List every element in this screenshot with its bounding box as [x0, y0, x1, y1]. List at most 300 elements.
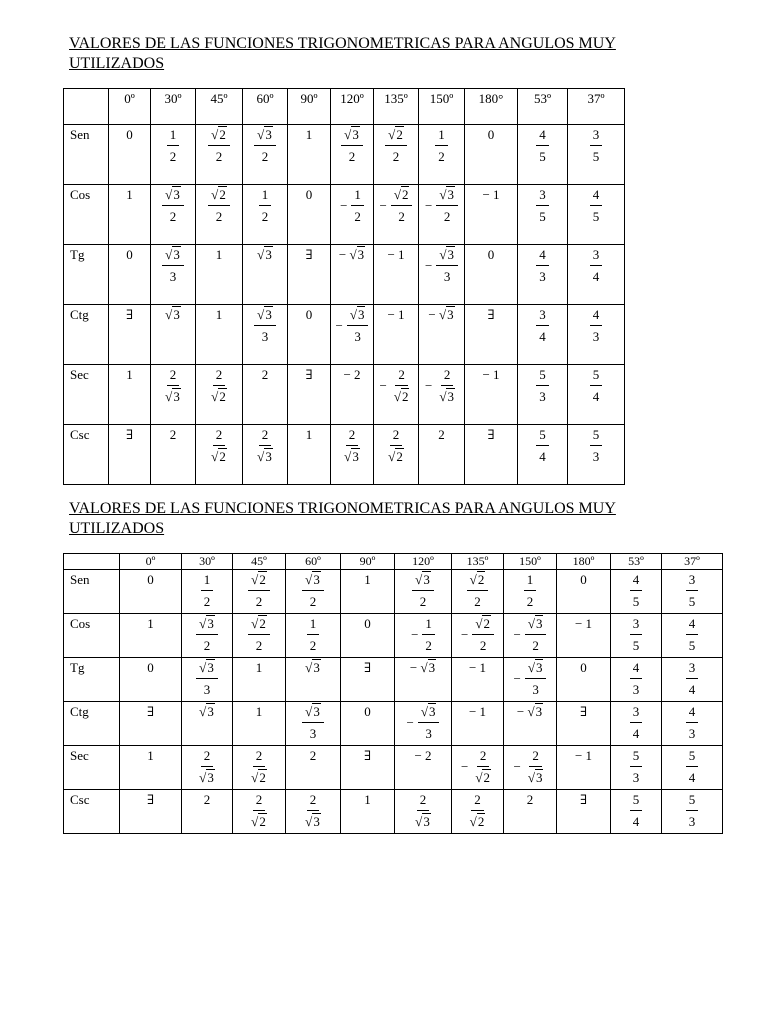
table-cell	[374, 425, 419, 485]
table-cell	[395, 570, 452, 614]
numerator: 2	[390, 427, 403, 446]
table-cell	[557, 790, 611, 834]
denominator: 5	[632, 638, 640, 653]
fraction	[380, 187, 413, 224]
cell-value: 1	[126, 367, 133, 382]
table-cell	[568, 425, 625, 485]
table-cell	[465, 125, 518, 185]
column-header: 60º	[286, 554, 341, 570]
fraction	[686, 748, 699, 785]
table-cell	[611, 746, 662, 790]
table-row	[64, 305, 625, 365]
denominator: 3	[632, 770, 640, 785]
table-cell	[465, 245, 518, 305]
column-header: 45º	[196, 89, 243, 125]
fraction	[208, 127, 230, 164]
table-cell	[120, 702, 182, 746]
minus-sign: −	[461, 759, 469, 774]
cell-value: 2	[526, 792, 534, 807]
cell-value: ∃	[305, 247, 313, 262]
table-cell	[662, 658, 723, 702]
cell-value: − √3	[338, 247, 365, 262]
fraction	[686, 660, 699, 697]
table-cell	[243, 185, 288, 245]
table-cell	[286, 570, 341, 614]
numerator: 1	[524, 572, 537, 591]
fraction	[630, 748, 643, 785]
numerator: √3	[347, 307, 369, 326]
numerator: √3	[418, 704, 440, 723]
table-cell	[341, 702, 395, 746]
numerator: 4	[590, 187, 603, 206]
table-cell	[341, 570, 395, 614]
table-cell	[557, 658, 611, 702]
denominator: 2	[398, 209, 405, 224]
numerator: 2	[346, 427, 359, 446]
numerator: 3	[686, 660, 699, 679]
fraction	[514, 748, 547, 785]
table-cell	[504, 746, 557, 790]
column-header: 135º	[452, 554, 504, 570]
table-cell	[419, 185, 465, 245]
table-cell	[419, 425, 465, 485]
numerator: 4	[536, 247, 549, 266]
cell-value: − 2	[343, 367, 361, 382]
numerator: 1	[422, 616, 435, 635]
denominator: 4	[632, 814, 640, 829]
fraction	[162, 367, 184, 404]
denominator: 2	[348, 149, 356, 164]
numerator: √3	[254, 307, 276, 326]
cell-value: − 1	[387, 307, 405, 322]
numerator: √2	[391, 187, 413, 206]
column-header: 120º	[331, 89, 374, 125]
column-header: 90º	[341, 554, 395, 570]
table-row	[64, 365, 625, 425]
numerator: 1	[351, 187, 364, 206]
fraction	[686, 616, 699, 653]
numerator: √2	[208, 127, 230, 146]
minus-sign: −	[513, 627, 521, 642]
cell-value: ∃	[125, 307, 134, 322]
table-cell	[465, 185, 518, 245]
numerator: 3	[536, 187, 549, 206]
denominator: 2	[438, 149, 445, 164]
fraction	[590, 307, 603, 344]
column-header: 180º	[557, 554, 611, 570]
table-cell	[419, 125, 465, 185]
column-header: 45º	[233, 554, 286, 570]
cell-value: ∃	[305, 367, 313, 382]
denominator: 2	[261, 209, 269, 224]
denominator: 3	[354, 329, 361, 344]
table-cell	[611, 658, 662, 702]
fraction	[425, 247, 458, 284]
denominator: 4	[592, 269, 600, 284]
denominator: √2	[393, 389, 409, 404]
table-cell	[568, 245, 625, 305]
fraction	[336, 307, 369, 344]
cell-value: 1	[147, 616, 154, 631]
fraction	[248, 616, 270, 653]
table-cell	[452, 790, 504, 834]
fraction	[208, 427, 230, 464]
fraction	[302, 572, 324, 609]
numerator: √3	[436, 187, 458, 206]
table-cell	[151, 185, 196, 245]
denominator: 5	[592, 209, 600, 224]
table-cell	[419, 305, 465, 365]
denominator: 3	[539, 389, 546, 404]
table-cell	[331, 185, 374, 245]
numerator: 1	[201, 572, 214, 591]
table-cell	[109, 305, 151, 365]
cell-value: ∃	[579, 704, 588, 719]
numerator: 3	[630, 704, 643, 723]
cell-value: − 1	[574, 748, 593, 763]
row-label: Sec	[64, 746, 120, 790]
cell-value: − 1	[482, 367, 500, 382]
table-cell	[452, 570, 504, 614]
table-cell	[341, 614, 395, 658]
denominator: √2	[251, 814, 266, 829]
fraction	[385, 127, 407, 164]
cell-value: ∃	[363, 748, 372, 763]
denominator: 4	[688, 770, 696, 785]
denominator: √2	[251, 770, 266, 785]
cell-value: 0	[305, 307, 313, 322]
table-cell	[286, 790, 341, 834]
fraction	[536, 187, 549, 224]
fraction	[341, 127, 363, 164]
cell-value: ∃	[146, 792, 155, 807]
table-cell	[286, 746, 341, 790]
table-cell	[331, 245, 374, 305]
table-cell	[568, 125, 625, 185]
fraction	[385, 427, 407, 464]
numerator: √3	[254, 127, 276, 146]
cell-value: − √3	[409, 660, 436, 675]
denominator: 2	[425, 638, 432, 653]
table-body	[64, 125, 625, 485]
column-header: 30º	[151, 89, 196, 125]
denominator: 3	[592, 329, 600, 344]
table-cell	[109, 125, 151, 185]
table-cell	[341, 658, 395, 702]
column-header: 0º	[120, 554, 182, 570]
fraction	[248, 748, 270, 785]
numerator: √3	[436, 247, 458, 266]
table-cell	[452, 746, 504, 790]
fraction	[686, 792, 699, 829]
table-row	[64, 790, 723, 834]
header-row	[64, 554, 723, 570]
table-cell	[120, 658, 182, 702]
table-cell	[288, 125, 331, 185]
table-cell	[331, 305, 374, 365]
fraction	[425, 367, 458, 404]
fraction	[630, 572, 643, 609]
cell-value: 0	[364, 616, 371, 631]
numerator: 4	[686, 704, 699, 723]
cell-value: 0	[126, 127, 133, 142]
cell-value: 0	[126, 247, 133, 262]
header-corner	[64, 89, 109, 125]
table-row	[64, 658, 723, 702]
numerator: 2	[213, 427, 226, 446]
cell-value: √3	[305, 660, 320, 675]
cell-value: 2	[169, 427, 177, 442]
fraction	[254, 127, 276, 164]
denominator: 2	[309, 638, 317, 653]
table-cell	[557, 746, 611, 790]
table-cell	[557, 570, 611, 614]
cell-value: 0	[147, 660, 154, 675]
numerator: 1	[259, 187, 272, 206]
denominator: 2	[443, 209, 451, 224]
cell-value: 0	[305, 187, 313, 202]
table-cell	[151, 365, 196, 425]
denominator: 3	[632, 682, 640, 697]
fraction	[686, 704, 699, 741]
numerator: 4	[590, 307, 603, 326]
cell-value: 0	[580, 572, 587, 587]
table-cell	[109, 425, 151, 485]
cell-value: 1	[215, 307, 223, 322]
numerator: 2	[471, 792, 484, 811]
cell-value: 0	[147, 572, 154, 587]
denominator: √3	[199, 770, 214, 785]
numerator: 5	[686, 748, 699, 767]
fraction	[467, 572, 489, 609]
numerator: 2	[529, 748, 542, 767]
cell-value: 0	[364, 704, 371, 719]
table-cell	[662, 570, 723, 614]
denominator: 2	[203, 594, 211, 609]
denominator: 3	[532, 682, 539, 697]
table-cell	[611, 614, 662, 658]
column-header: 150º	[504, 554, 557, 570]
fraction	[208, 367, 230, 404]
denominator: √2	[469, 814, 485, 829]
table-cell	[662, 790, 723, 834]
numerator: 5	[590, 367, 603, 386]
numerator: 2	[307, 792, 320, 811]
numerator: √3	[525, 660, 547, 679]
cell-value: ∃	[125, 427, 134, 442]
table-cell	[288, 305, 331, 365]
table-cell	[196, 185, 243, 245]
table-cell	[151, 125, 196, 185]
numerator: 1	[167, 127, 180, 146]
numerator: 4	[630, 660, 643, 679]
denominator: 4	[688, 682, 696, 697]
denominator: 4	[632, 726, 640, 741]
denominator: √2	[211, 449, 226, 464]
minus-sign: −	[379, 378, 387, 393]
fraction	[590, 187, 603, 224]
numerator: 3	[630, 616, 643, 635]
table-cell	[374, 305, 419, 365]
row-label: Ctg	[64, 702, 120, 746]
numerator: √2	[248, 616, 270, 635]
table-row	[64, 746, 723, 790]
numerator: √3	[196, 616, 218, 635]
table-cell	[288, 425, 331, 485]
numerator: √3	[525, 616, 547, 635]
table-cell	[452, 658, 504, 702]
column-header: 150º	[419, 89, 465, 125]
denominator: 2	[261, 149, 269, 164]
denominator: 2	[203, 638, 211, 653]
cell-value: 0	[580, 660, 587, 675]
cell-value: 1	[147, 748, 154, 763]
column-header: 60º	[243, 89, 288, 125]
numerator: 5	[590, 427, 603, 446]
fraction	[302, 792, 324, 829]
table-cell	[120, 614, 182, 658]
numerator: 4	[686, 616, 699, 635]
denominator: 3	[309, 726, 317, 741]
cell-value: − 1	[387, 247, 405, 262]
fraction	[425, 187, 458, 224]
table-cell	[341, 746, 395, 790]
numerator: 2	[417, 792, 430, 811]
numerator: 2	[213, 367, 226, 386]
table-cell	[395, 614, 452, 658]
column-header: 180°	[465, 89, 518, 125]
table-cell	[518, 125, 568, 185]
table-cell	[233, 614, 286, 658]
denominator: 2	[169, 149, 177, 164]
table-cell	[452, 702, 504, 746]
denominator: 3	[261, 329, 269, 344]
table-cell	[504, 570, 557, 614]
table-cell	[452, 614, 504, 658]
denominator: √3	[257, 449, 272, 464]
minus-sign: −	[425, 258, 433, 273]
denominator: √3	[305, 814, 320, 829]
table-cell	[419, 245, 465, 305]
minus-sign: −	[461, 627, 469, 642]
table-cell	[243, 425, 288, 485]
table-cell	[120, 790, 182, 834]
numerator: 5	[630, 748, 643, 767]
document-title-2: VALORES DE LAS FUNCIONES TRIGONOMETRICAS PARA ANGULOS MUY UTILIZADOS	[69, 500, 616, 537]
table-cell	[465, 425, 518, 485]
table-cell	[557, 614, 611, 658]
table-cell	[465, 365, 518, 425]
numerator: √3	[162, 187, 184, 206]
fraction	[686, 572, 699, 609]
table-cell	[395, 746, 452, 790]
numerator: 3	[686, 572, 699, 591]
table-cell	[662, 614, 723, 658]
fraction	[536, 247, 549, 284]
cell-value: 1	[364, 792, 371, 807]
denominator: 2	[354, 209, 361, 224]
table-row	[64, 570, 723, 614]
table-cell	[568, 365, 625, 425]
cell-value: 2	[309, 748, 317, 763]
fraction	[590, 367, 603, 404]
table-cell	[419, 365, 465, 425]
fraction	[590, 127, 603, 164]
row-label: Ctg	[64, 305, 109, 365]
row-label: Cos	[64, 185, 109, 245]
table-cell	[557, 702, 611, 746]
denominator: 4	[592, 389, 600, 404]
fraction	[196, 748, 218, 785]
row-label: Tg	[64, 245, 109, 305]
fraction	[302, 704, 324, 741]
numerator: 2	[253, 792, 266, 811]
table-cell	[518, 245, 568, 305]
table-cell	[286, 658, 341, 702]
table-cell	[243, 365, 288, 425]
numerator: 2	[395, 367, 408, 386]
fraction	[307, 616, 320, 653]
cell-value: 1	[305, 427, 313, 442]
table-cell	[611, 790, 662, 834]
numerator: √2	[208, 187, 230, 206]
denominator: 2	[532, 638, 539, 653]
table-cell	[504, 702, 557, 746]
table-cell	[395, 702, 452, 746]
minus-sign: −	[379, 198, 387, 213]
numerator: √3	[196, 660, 218, 679]
denominator: 2	[479, 638, 487, 653]
numerator: 1	[307, 616, 320, 635]
table-cell	[288, 245, 331, 305]
table-cell	[196, 305, 243, 365]
table-cell	[465, 305, 518, 365]
table-cell	[120, 746, 182, 790]
fraction	[630, 704, 643, 741]
column-header: 120º	[395, 554, 452, 570]
table-cell	[395, 790, 452, 834]
numerator: √3	[302, 572, 324, 591]
numerator: 4	[630, 572, 643, 591]
denominator: √3	[344, 449, 359, 464]
cell-value: ∃	[487, 427, 495, 442]
fraction	[412, 572, 434, 609]
fraction	[167, 127, 180, 164]
numerator: 4	[536, 127, 549, 146]
cell-value: 2	[438, 427, 445, 442]
table-cell	[182, 746, 233, 790]
table-cell	[196, 245, 243, 305]
numerator: 1	[435, 127, 448, 146]
denominator: 5	[632, 594, 640, 609]
row-label: Cos	[64, 614, 120, 658]
numerator: √2	[467, 572, 489, 591]
cell-value: ∃	[146, 704, 155, 719]
fraction	[340, 187, 364, 224]
table-row	[64, 245, 625, 305]
cell-value: 0	[487, 127, 495, 142]
denominator: 2	[419, 594, 427, 609]
fraction	[461, 616, 494, 653]
fraction	[435, 127, 448, 164]
table-cell	[243, 245, 288, 305]
numerator: √3	[341, 127, 363, 146]
table-cell	[504, 614, 557, 658]
table-cell	[286, 702, 341, 746]
fraction	[461, 748, 494, 785]
cell-value: 1	[255, 660, 263, 675]
table-cell	[196, 125, 243, 185]
